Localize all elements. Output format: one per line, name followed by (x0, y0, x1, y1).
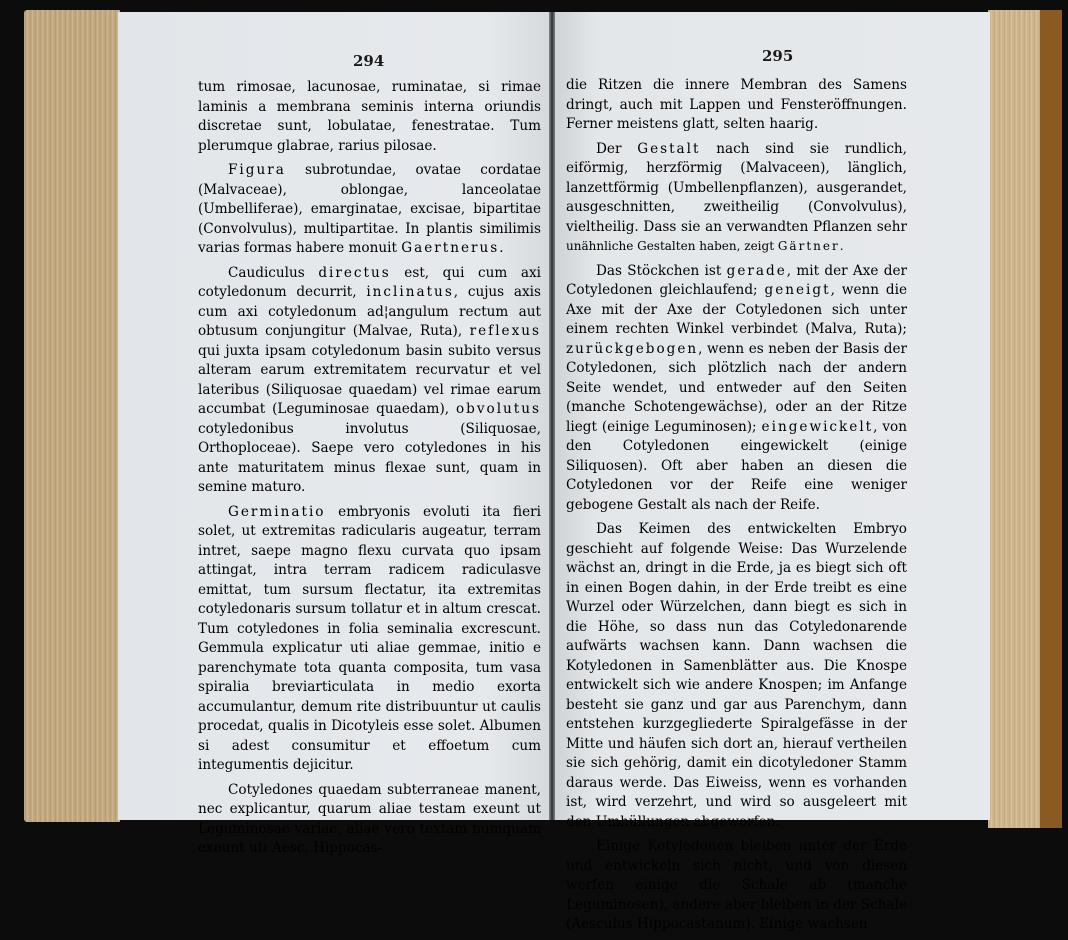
text-run: . (839, 239, 844, 253)
text-run: Der (596, 140, 638, 157)
book-gutter (549, 12, 555, 820)
spaced-term: reflexus (469, 323, 541, 339)
text-run: Das Stöckchen ist (596, 262, 727, 279)
right-page-number: 295 (762, 47, 794, 65)
text-run: , von den Cotyledonen eingewickelt (einige Siliquosen). Oft aber haben an diesen die Cotyledonen vor der Reife eine weniger gebogene Gestalt als nach der Reife. (566, 418, 907, 513)
text-run: nach sind sie rundlich, eiförmig, herzförmig (Malvaceen), länglich, lanzettförmig (Umbellenpflanzen), ausgerandet, ausgeschnitten, zweitheilig (Convolvulus), vieltheilig. Dass sie an verwandten Pflanzen sehr (566, 140, 908, 235)
spaced-term: gerade (726, 262, 787, 279)
text-run: est, qui cum axi cotyledonum decurrit, (198, 264, 541, 300)
text-run: embryonis evoluti ita fieri solet, ut extremitas radicularis augeatur, terram intret, saepe magno flexu curvata quo ipsam attingat, intra terram radicem radiculasve emittat, tum sursum flectatur, ita extremitas cotyledonaris sursum tollatur et in altum crescat. Tum cotyledones in folia seminalia excrescunt. Gemmula explicatur uti aliae gemmae, initio e parenchymate tota quanta composita, tum vasa spiralia breviarticulata in medio exorta accumulantur, demum rite distribuuntur ut caulis procedat, qualis in Dicotyleis esse solet. Albumen si adest consumitur et effoetum cum integumentis dejicitur. (198, 503, 541, 773)
spaced-term: eingewickelt (761, 418, 874, 435)
text-run: die Ritzen die innere Membran des Samens dringt, auch mit Lappen und Fensteröffnungen. Ferner meistens glatt, selten haarig. (566, 77, 907, 132)
spaced-term: Gaertnerus (401, 240, 500, 256)
text-run: tum rimosae, lacunosae, ruminatae, si rimae laminis a membrana seminis interna oriundis discretae sunt, lobulatae, fenestratae. Tum plerumque glabrae, rarius pilosae. (198, 79, 541, 154)
text-run: , cujus axis cum axi cotyledonum ad¦angulum rectum aut obtusum conjungitur (Malvae, Ruta), (198, 284, 541, 339)
spaced-term: directus (318, 264, 391, 281)
text-run: qui juxta ipsam cotyledonum basin subito versus alteram earum extremitatem recurvatur et vel lateribus (Siliquosae quaedam) vel rimae earum accumbat (Leguminosae quaedam), (198, 342, 541, 417)
left-page-number: 294 (353, 52, 385, 70)
spaced-term: inclinatus (366, 284, 454, 300)
text-run: cotyledonibus involutus (Siliquosae, Orthoploceae). Saepe vero cotyledones in his ante maturitatem minus flexae sunt, quam in semine maturo. (198, 420, 541, 495)
paragraph (566, 140, 907, 257)
left-page-edges (24, 10, 120, 822)
text-run: unähnliche Gestalten haben, zeigt (566, 239, 778, 253)
text-run: Das Keimen des entwickelten Embryo geschieht auf folgende Weise: Das Wurzelende wächst an, dringt in die Erde, ja es biegt sich oft in einen Bogen dahin, in der Erde treibt es eine Wurzel oder Würzelchen, dann biegt es sich in die Höhe, so dass nun das Cotyledonarende aufwärts wachsen kann. Dann wachsen die Kotyledonen in Samenblätter aus. Die Knospe entwickelt sich wie andere Knospen; im Anfange besteht sie ganz und gar aus Parenchym, dann entstehen kurzgegliederte Spiralgefässe in der Mitte und häufen sich dort an, hierauf vertheilen sie sich gehörig, damit ein dicotyledoner Stamm daraus werde. Das Eiweiss, wenn es vorhanden ist, wird verzehrt, und wird so ausgeleert mit den Umhüllungen abgeworfen. (566, 521, 907, 830)
right-page-text (566, 76, 907, 940)
text-run: subrotundae, ovatae cordatae (Malvaceae), oblongae, lanceolatae (Umbelliferae), emarginatae, excisae, bipartitae (Convolvulus), multipartitae. In plantis similimis varias formas habere monuit (198, 162, 541, 256)
left-page-text (198, 78, 541, 864)
paragraph (566, 520, 907, 832)
spaced-term: Gärtner (777, 239, 840, 253)
paragraph (198, 781, 541, 859)
spaced-term: geneigt (764, 282, 831, 298)
paragraph (198, 264, 541, 498)
text-run: Einige Kotyledonen bleiben unter der Erde und entwickeln sich nicht, und von diesen werfen einige die Schale ab (manche Leguminosen), andere aber bleiben in der Schale (Aesculus Hippocastanum). Einige wachsen (566, 838, 907, 932)
paragraph (566, 76, 907, 135)
spaced-term: obvolutus (455, 401, 541, 417)
spaced-term: Gestalt (637, 140, 701, 157)
spaced-term: Germinatio (228, 503, 326, 520)
spaced-term: zurückgebogen (566, 340, 699, 357)
paragraph (566, 262, 907, 516)
spaced-term: Figura (228, 162, 286, 178)
paragraph (198, 161, 541, 259)
paragraph (198, 503, 541, 776)
text-run: . (499, 240, 504, 256)
text-run: , mit der Axe der Cotyledonen gleichlaufend; (566, 262, 907, 298)
text-run: , wenn die Axe mit der Axe der Cotyledonen sich unter einem rechten Winkel verbindet (Malva, Ruta); (566, 282, 907, 337)
book-cover-edge (1040, 10, 1062, 828)
paragraph (566, 837, 907, 935)
text-run: , wenn es neben der Basis der Cotyledonen, sich plötzlich nach der andern Seite wendet, und entweder auf den Seiten (manche Schotengewächse), oder an der Ritze liegt (einige Leguminosen); (566, 340, 907, 435)
text-run: Cotyledones quaedam subterraneae manent, nec explicantur, quarum aliae testam exeunt ut Leguminosae variae, aliae vero textam numquam exeunt uti Aesc. Hippocas- (198, 781, 541, 856)
text-run: Caudiculus (228, 264, 319, 281)
paragraph (198, 78, 541, 156)
